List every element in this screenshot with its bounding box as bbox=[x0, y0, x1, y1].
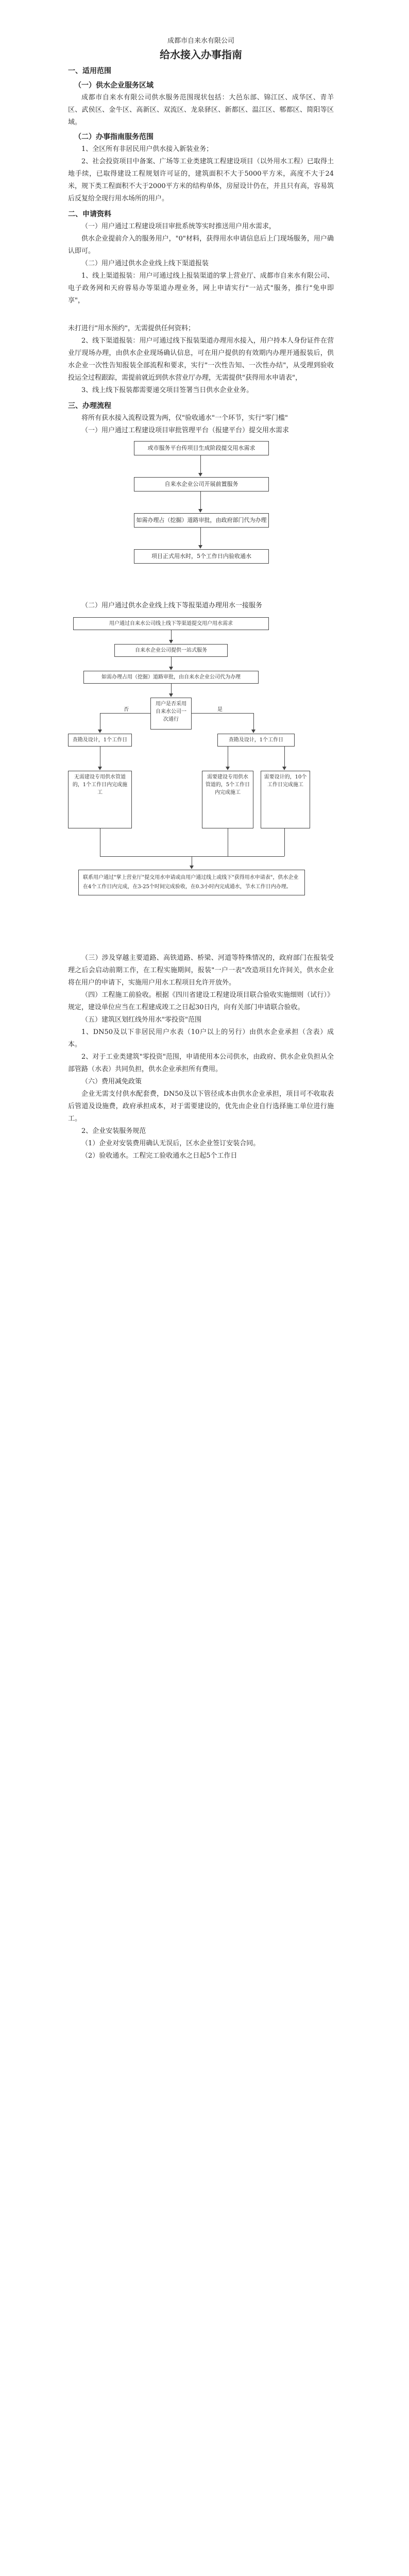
flow-b-right-start: 查勘及设计，1个工作日 bbox=[217, 734, 295, 747]
section-1-area-text: 成都市自来水有限公司供水服务范围现状包括：大邑东部、锦江区、成华区、青羊区、武侯区、金牛区、高新区、双流区、龙泉驿区、新都区、温江区、郫都区、简阳等区域。 bbox=[68, 94, 334, 126]
section-3-title: 三、办理流程 bbox=[68, 402, 111, 410]
section-1-title: 一、适用范围 bbox=[68, 67, 111, 75]
section-3-b-title: （二）用户通过供水企业线上线下等报渠道办理用水一接服务 bbox=[81, 602, 263, 609]
section-3-more-p6: （六）费用减免政策 bbox=[81, 1078, 142, 1086]
section-2-d3: 2、线下渠道报装：用户可通过线下报装渠道办理用水接入，用户持本人身份证件在营业厅现场办理，由供水企业现场确认信息，可在用户提供的有效期内办理开通报装后，供水企业一次性告知报装全部流程和要求，实行"一次性告知、一次性办结"，从受理到验收投运全过程跟踪，需提前就近到供水营业厅办理，无需提供"获得用水申请表"， bbox=[68, 337, 334, 382]
flow-b-left-sub: 无需建设专用供水管道的，1个工作日内完成施工 bbox=[68, 771, 132, 828]
section-2-title: 二、申请资料 bbox=[68, 210, 111, 218]
flow-b-no-label: 否 bbox=[124, 707, 129, 713]
section-3-more-p8: 2、企业安装服务规范 bbox=[81, 1127, 146, 1135]
section-2-d4: 3、线上线下报装都需要递交项目签署当日供水企业业务。 bbox=[81, 386, 253, 394]
page-title: 给水接入办事指南 bbox=[160, 48, 242, 61]
section-3-more-p4: 1、DN50及以下非居民用户水表（10户以上的另行）由供水企业承担（含表）成本。 bbox=[68, 1028, 334, 1048]
flow-b-right-sub-a: 需要建设专用供水管道的，5个工作日内完成施工 bbox=[202, 771, 253, 828]
flow-b-accept: 自来水企业公司提供一站式服务 bbox=[114, 644, 228, 657]
flow-b-decide: 用户是否采用自来水公司一次通行 bbox=[150, 698, 192, 730]
flow-b-right-sub-b: 需要设计的，10个工作日完成施工 bbox=[261, 771, 310, 828]
section-3-intro: 将所有获水接入流程设置为两，仅"验收通水"一个环节，实行"零门槛" bbox=[81, 414, 288, 422]
section-3-more-p1: （三）涉及穿越主要道路、高铁道路、桥梁、河道等特殊情况的，政府部门在报装受理之后会启动前期工作，在工程实施期间，报装"一户一表"改造项目允许间关，供水企业将在用户的申请下，实施用户用水工程项目允许开放外。 bbox=[68, 954, 334, 987]
flow-a-step-1: 或市服务平台传项目生成阶段提交用水需求 bbox=[134, 441, 269, 455]
section-3-a-title: （一）用户通过工程建设项目审批管理平台（报建平台）提交用水需求 bbox=[81, 427, 289, 434]
section-3-more-p5: 2、对于工业类建筑"零投资"范围，申请使用本公司供水，由政府、供水企业负担从全部管路（水表）共同负担，供水企业承担所有费用。 bbox=[68, 1053, 334, 1073]
document-body bbox=[68, 36, 334, 1162]
section-3-more-p10: （2）验收通水。工程完工验收通水之日起5个工作日 bbox=[81, 1152, 237, 1160]
flow-b-left-start: 查勘及设计，1个工作日 bbox=[68, 734, 132, 747]
flow-a-step-2: 自来水企业公司开展前置服务 bbox=[134, 477, 269, 492]
section-1-scope-1: 1、全区所有非居民用户供水接入新装业务； bbox=[81, 145, 213, 153]
flowchart-b bbox=[68, 617, 334, 947]
section-2-d1: 1、线上渠道报装：用户可通过线上报装渠道的掌上营业厅、成都市自来水有限公司、电子政务网和天府蓉易办等渠道办理业务，网上申请实行"一站式"服务，推行"免申即享"， bbox=[68, 272, 334, 304]
section-3-more-p3: （五）建筑区划红线外用水"零投资"范围 bbox=[81, 1016, 201, 1024]
section-1-scope-title: （二）办事指南服务范围 bbox=[74, 133, 154, 141]
org-name: 成都市自来水有限公司 bbox=[167, 37, 234, 45]
section-2-b: 供水企业提前介入的服务用户，"0"材料，获得用水申请信息后上门现场服务，用户确认即可。 bbox=[68, 235, 334, 255]
flow-b-top: 用户通过自来水公司线上线下等渠道提交用户用水需求 bbox=[73, 617, 269, 630]
flowchart-a bbox=[68, 441, 334, 596]
flow-a-step-3: 如需办理占（挖掘）道路审批，由政府部门代为办理 bbox=[134, 513, 269, 528]
section-1-scope-2: 2、社会投资项目中备案、广场等工业类建筑工程建设项目（以外用水工程）已取得土地手续，已取得建设工程规划许可证的，建筑面积不大于5000平方米，高度不大于24米，规下类工程面积不大于2000平方米的结构单体，房屋设计仍在，并且只有高，容易筑后反复给全现行用水场所的用户。 bbox=[68, 158, 334, 202]
section-2-a: （一）用户通过工程建设项目审批系统等实时推送用户用水需求， bbox=[81, 223, 276, 230]
section-1-area-title: （一）供水企业服务区域 bbox=[74, 81, 154, 90]
section-3-more-p7: 企业无需支付供水配套费，DN50及以下管径成本由供水企业承担，项目可不收取表后管道及设施费，政府承担成本，对于需要建设的，优先由企业自行选择施工单位进行施工。 bbox=[68, 1090, 334, 1123]
section-3-more-p9: （1）企业对安装费用确认无误后，区水企业签订安装合同。 bbox=[81, 1140, 260, 1147]
section-2-d2: 未打进行"用水预约"，无需提供任何资料； bbox=[68, 325, 195, 332]
flow-a-step-4: 项目正式用水时，5个工作日内验收通水 bbox=[134, 549, 269, 564]
section-2-c: （二）用户通过供水企业线上线下渠道报装 bbox=[81, 260, 209, 267]
flow-b-final: 联系用户通过"掌上营业厅"提交用水申请或由用户通过线上或线下"获得用水申请表"，供水企业在4个工作日内完成，在3-25个时间完成验收，在0.3小时内完成通水，节水工作日内办理。 bbox=[78, 870, 305, 895]
flow-b-permit: 如需办理占用（挖掘）道路审批，由自来水企业公司代为办理 bbox=[83, 671, 259, 684]
section-3-more-p2: （四）工程施工前验收。根据《四川省建设工程建设项目联合验收实施细则（试行）》规定，建设单位应当在工程建成竣工之日起30日内，向有关部门申请联合验收。 bbox=[68, 991, 334, 1011]
flow-b-yes-label: 是 bbox=[217, 707, 223, 713]
